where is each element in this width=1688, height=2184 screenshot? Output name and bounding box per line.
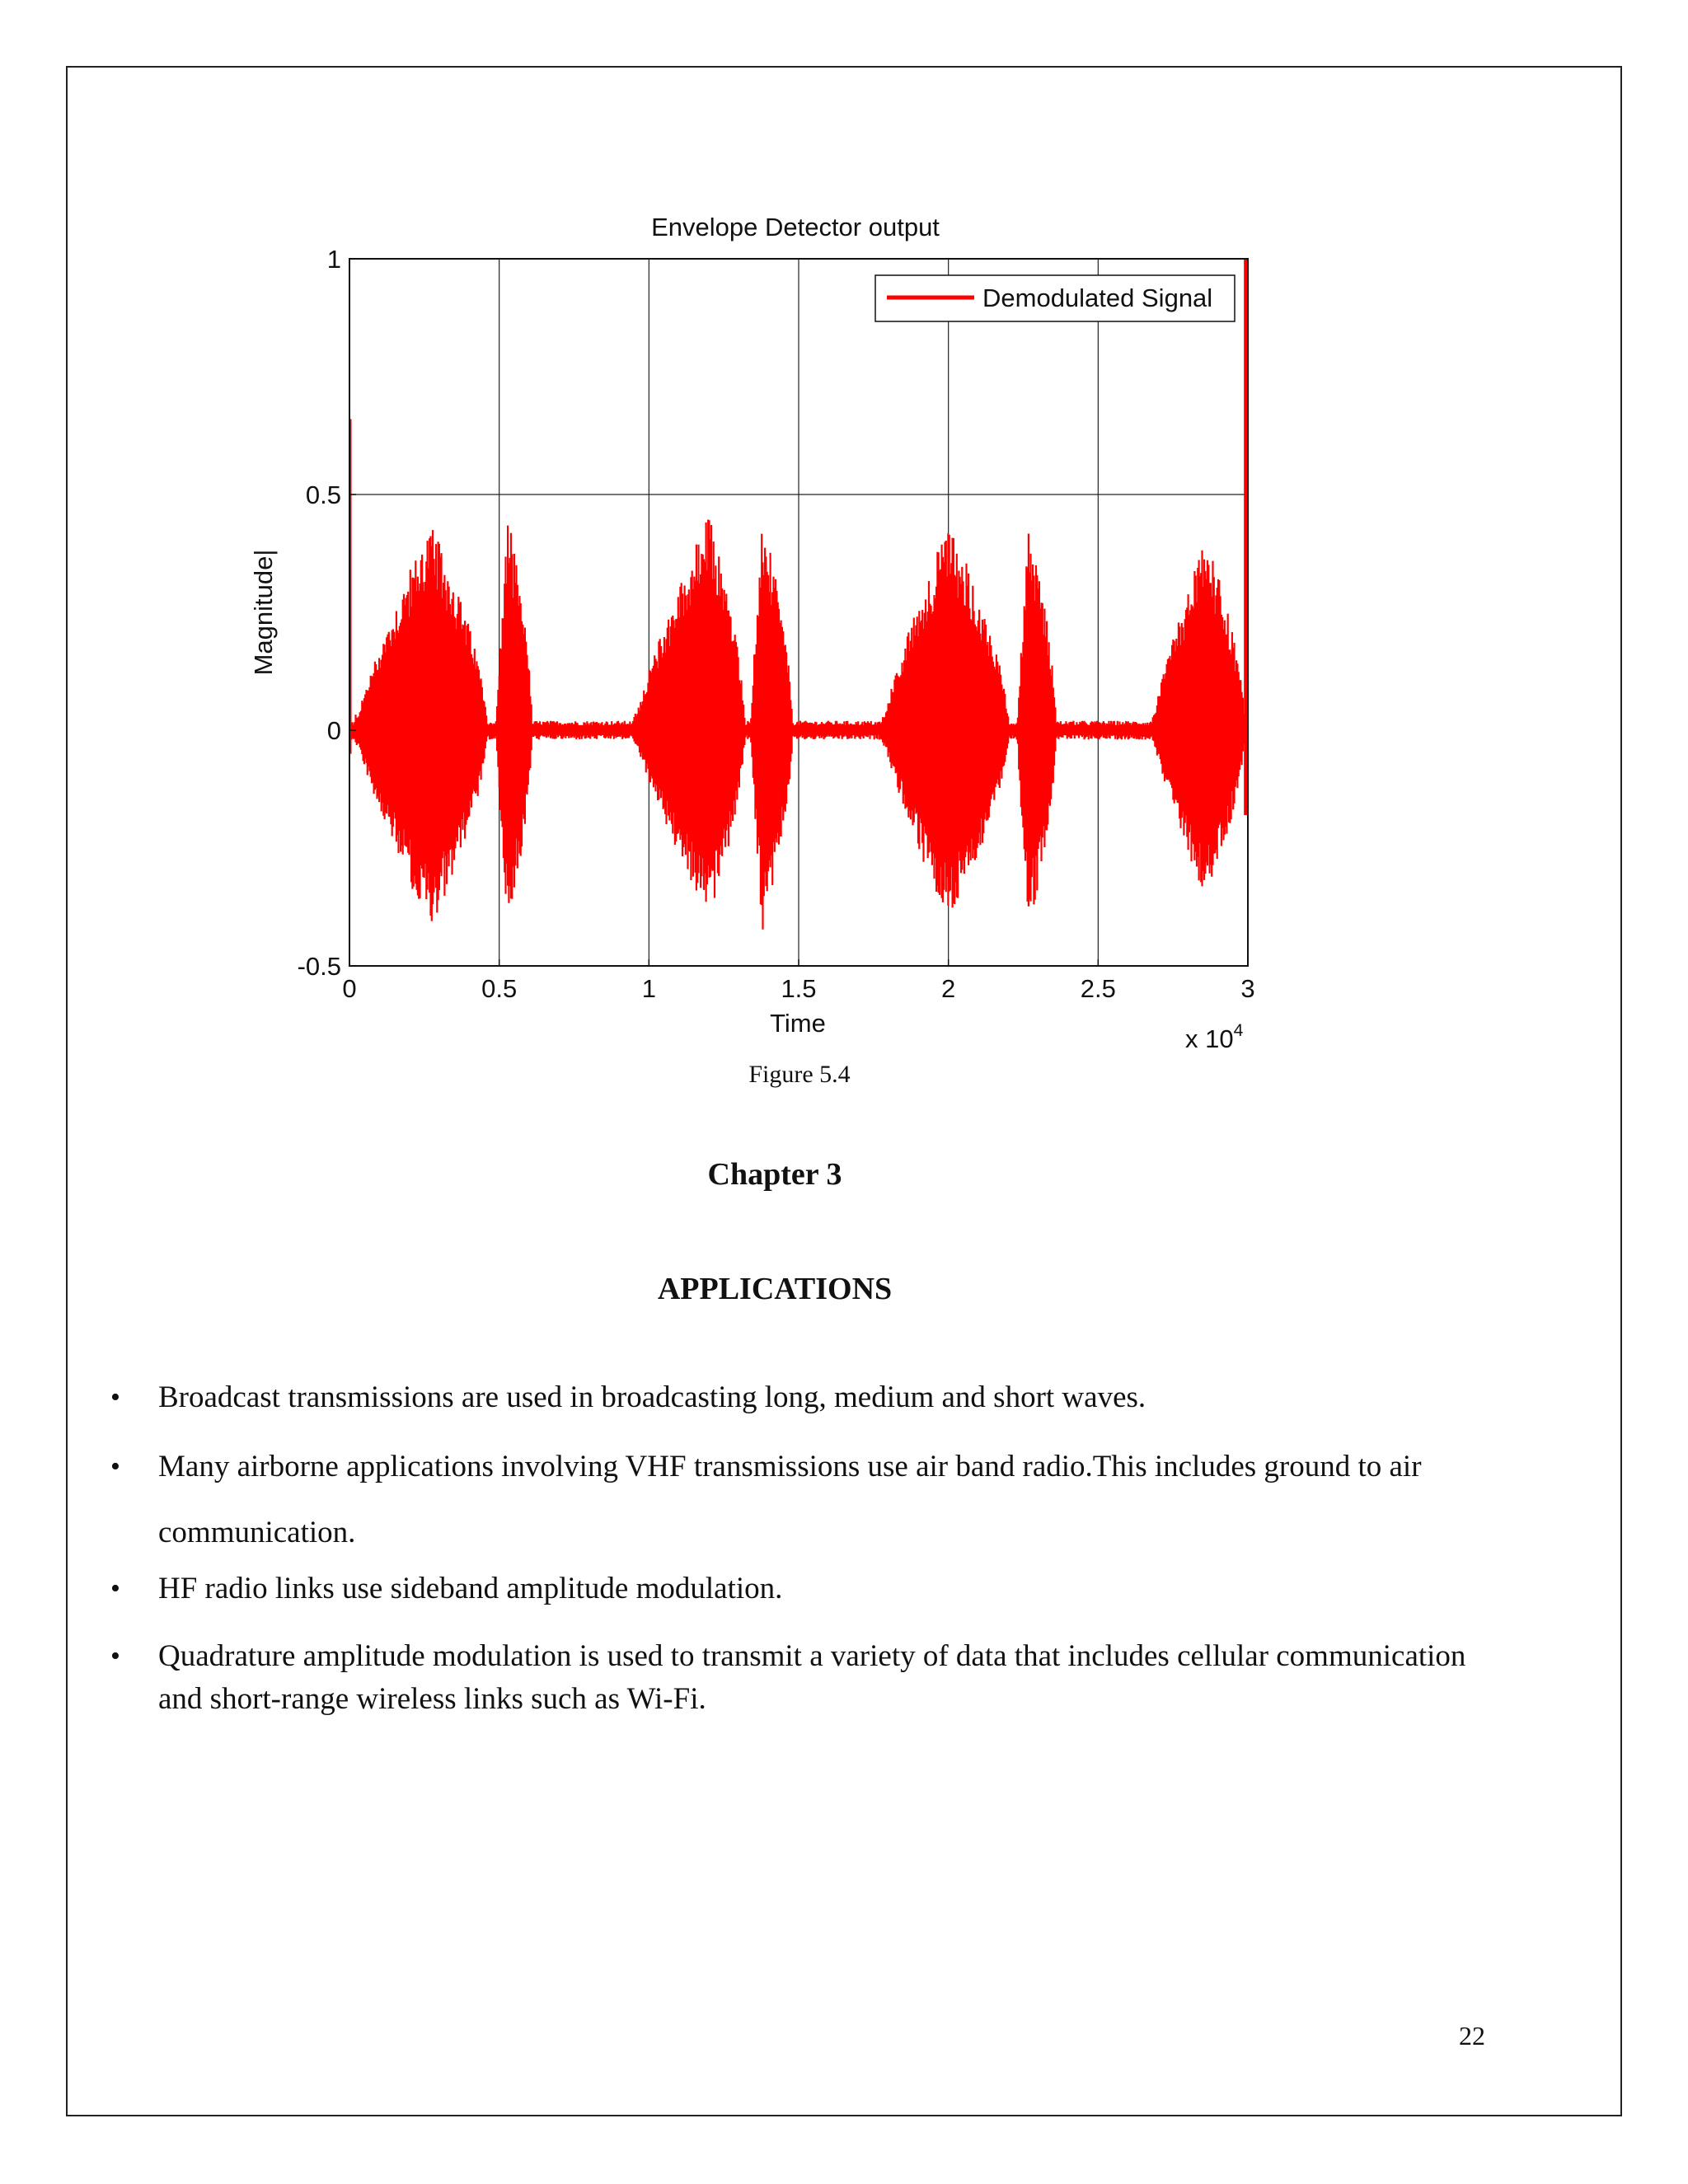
list-item-text: Broadcast transmissions are used in broadcasting long, medium and short waves. [158,1380,1146,1414]
chapter-title: Chapter 3 [707,1157,842,1192]
figure-caption: Figure 5.4 [748,1061,851,1088]
bullet-marker: • [110,1573,120,1604]
bullet-marker: • [110,1382,120,1413]
x-tick-label: 0.5 [481,974,518,1003]
y-tick-label: 0 [326,716,341,745]
list-item-text: Many airborne applications involving VHF transmissions use air band radio.This includes ground to air communication. [158,1450,1422,1549]
x-multiplier [1185,1021,1244,1053]
list-item-text: HF radio links use sideband amplitude modulation. [158,1572,783,1605]
list-item [107,1376,1508,1419]
list-item-text: Quadrature amplitude modulation is used to transmit a variety of data that includes cellular communication and short-range wireless links such as Wi-Fi. [158,1639,1466,1716]
y-tick-label: -0.5 [297,952,341,981]
list-item [107,1635,1508,1721]
x-tick-label: 0 [342,974,357,1003]
bullet-marker: • [110,1641,120,1671]
section-heading: APPLICATIONS [657,1272,893,1306]
applications-list [107,1376,1508,1721]
x-axis-label: Time [770,1009,826,1038]
list-item [107,1568,1508,1610]
x-tick-label: 2.5 [1080,974,1116,1003]
chart-title: Envelope Detector output [651,213,940,241]
y-tick-label: 1 [326,245,341,274]
x-tick-label: 1.5 [781,974,817,1003]
bullet-marker: • [110,1451,120,1482]
x-tick-label: 2 [941,974,956,1003]
x-tick-label: 3 [1240,974,1255,1003]
x-tick-label: 1 [641,974,656,1003]
legend-label: Demodulated Signal [982,284,1213,312]
x-multiplier-exponent: 4 [1233,1021,1244,1040]
list-item [107,1434,1508,1566]
x-multiplier-base: x 10 [1185,1024,1234,1053]
chart-legend [875,275,1235,321]
y-axis-label: Magnitude| [249,549,278,676]
page-number: 22 [1459,2021,1485,2050]
y-tick-label: 0.5 [305,480,341,509]
